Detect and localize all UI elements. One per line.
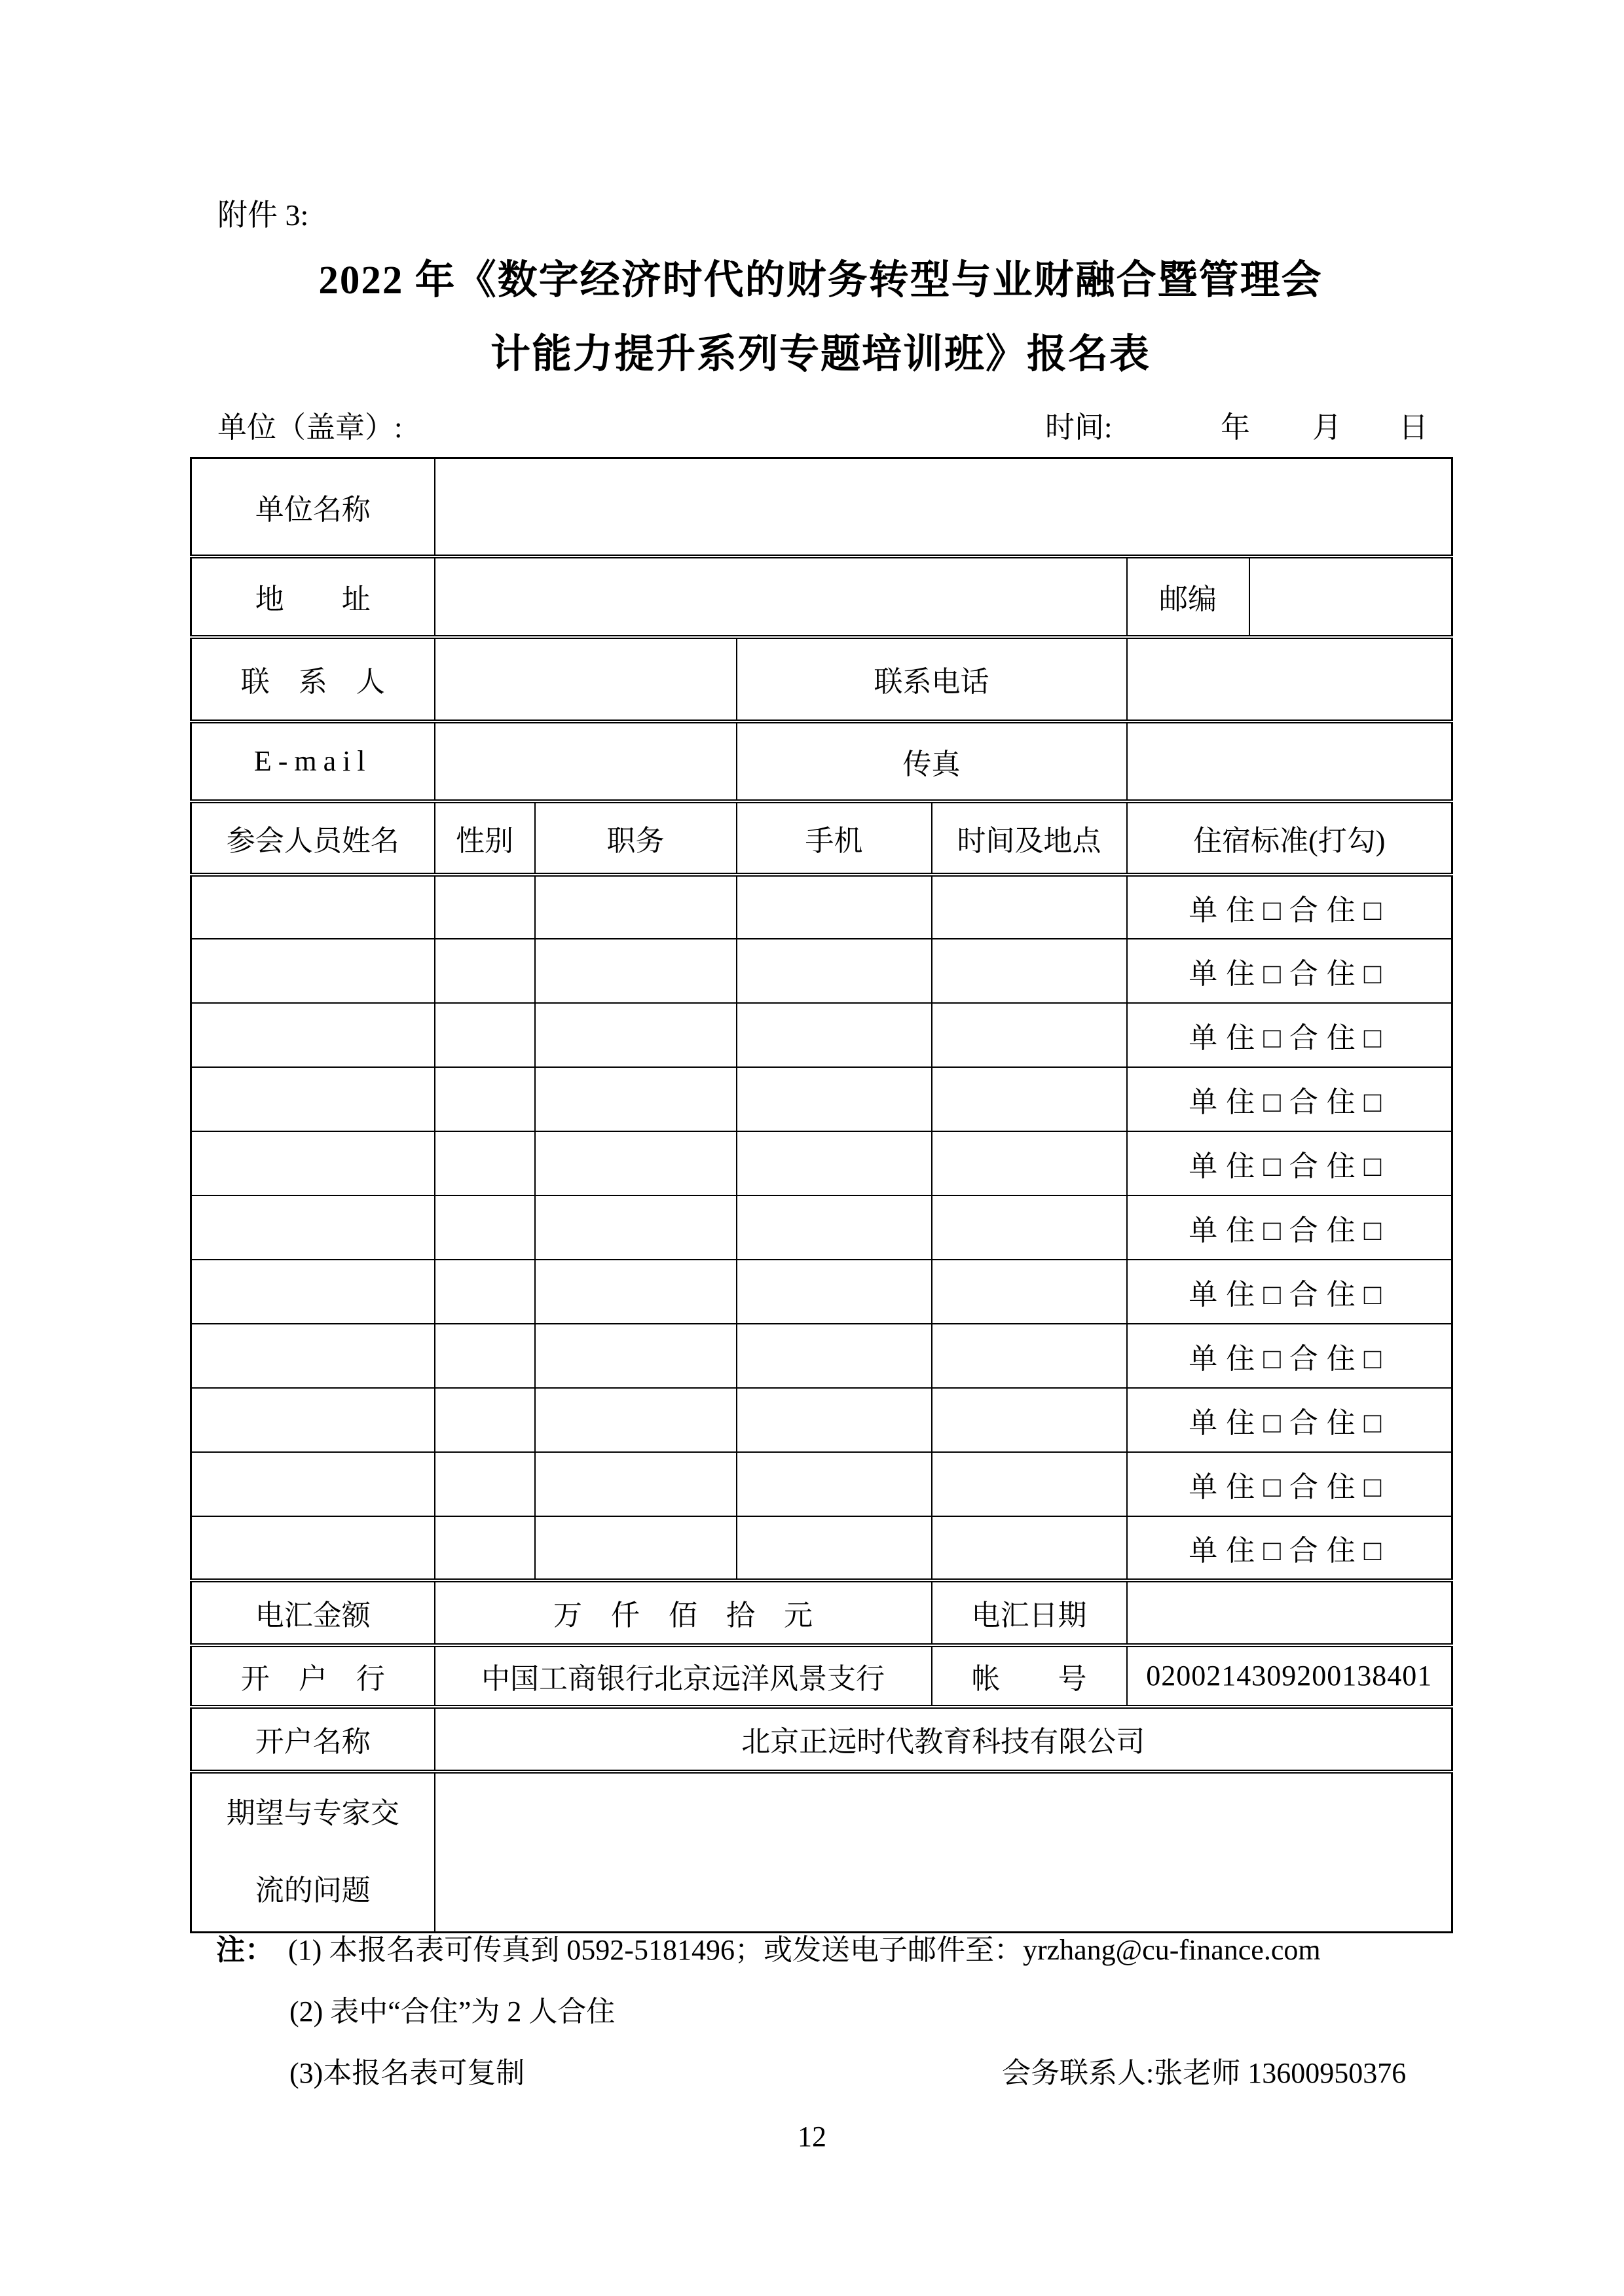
gender-cell bbox=[435, 1003, 535, 1067]
time-year-label: 年 bbox=[1221, 411, 1251, 444]
gender-cell bbox=[435, 1452, 535, 1516]
participant-row bbox=[191, 1195, 1452, 1260]
lodging-options: 单住□合住□ bbox=[1127, 1003, 1452, 1067]
gender-cell bbox=[435, 1260, 535, 1324]
footnotes bbox=[216, 1926, 1454, 2111]
position-cell bbox=[535, 875, 737, 939]
attachment-label: 附件 3: bbox=[217, 198, 309, 232]
time-place-cell bbox=[932, 1260, 1127, 1324]
lodging-options: 单住□合住□ bbox=[1127, 1388, 1452, 1452]
fax-input-cell bbox=[1127, 721, 1452, 801]
unit-name-input-cell bbox=[435, 458, 1452, 556]
form-title bbox=[190, 244, 1451, 392]
header-gender: 性别 bbox=[435, 801, 535, 875]
name-cell bbox=[191, 1388, 435, 1452]
lodging-options: 单住□合住□ bbox=[1127, 1195, 1452, 1260]
contact-label: 联 系 人 bbox=[191, 637, 435, 721]
expectation-label bbox=[191, 1772, 435, 1933]
time-day-label: 日 bbox=[1399, 411, 1429, 444]
gender-cell bbox=[435, 1324, 535, 1388]
participants-header-row bbox=[191, 801, 1452, 875]
name-cell bbox=[191, 1195, 435, 1260]
header-lodging: 住宿标准(打勾) bbox=[1127, 801, 1452, 875]
time-place-cell bbox=[932, 1324, 1127, 1388]
name-cell bbox=[191, 1324, 435, 1388]
position-cell bbox=[535, 939, 737, 1003]
email-label: E-mail bbox=[191, 721, 435, 801]
gender-cell bbox=[435, 1388, 535, 1452]
lodging-options: 单住□合住□ bbox=[1127, 1131, 1452, 1195]
participant-row bbox=[191, 875, 1452, 939]
mobile-cell bbox=[737, 1131, 932, 1195]
mobile-cell bbox=[737, 1324, 932, 1388]
participant-row bbox=[191, 1067, 1452, 1131]
time-place-cell bbox=[932, 1516, 1127, 1580]
footnote-1-text: (1) 本报名表可传真到 0592-5181496；或发送电子邮件至：yrzhang@cu-finance.com bbox=[288, 1934, 1321, 1966]
name-cell bbox=[191, 939, 435, 1003]
bank-value: 中国工商银行北京远洋风景支行 bbox=[435, 1645, 932, 1707]
time-place-cell bbox=[932, 1452, 1127, 1516]
expectation-label-line1: 期望与专家交 bbox=[226, 1797, 399, 1830]
participant-row bbox=[191, 1003, 1452, 1067]
footnote-2-text: (2) 表中“合住”为 2 人合住 bbox=[289, 1995, 616, 2028]
fax-label: 传真 bbox=[737, 721, 1127, 801]
wire-amount-row bbox=[191, 1580, 1452, 1645]
participant-row bbox=[191, 1131, 1452, 1195]
position-cell bbox=[535, 1195, 737, 1260]
account-value: 0200214309200138401 bbox=[1127, 1645, 1452, 1707]
lodging-options: 单住□合住□ bbox=[1127, 1324, 1452, 1388]
footnote-2 bbox=[216, 1988, 1454, 2030]
lodging-options: 单住□合住□ bbox=[1127, 875, 1452, 939]
time-place-cell bbox=[932, 875, 1127, 939]
time-place-cell bbox=[932, 939, 1127, 1003]
address-input-cell bbox=[435, 556, 1127, 637]
wire-date-label: 电汇日期 bbox=[932, 1580, 1127, 1645]
header-name: 参会人员姓名 bbox=[191, 801, 435, 875]
lodging-options: 单住□合住□ bbox=[1127, 1260, 1452, 1324]
account-label: 帐 号 bbox=[932, 1645, 1127, 1707]
lodging-options: 单住□合住□ bbox=[1127, 939, 1452, 1003]
page-number: 12 bbox=[798, 2121, 826, 2153]
gender-cell bbox=[435, 875, 535, 939]
footnote-prefix: 注： bbox=[216, 1934, 274, 1966]
gender-cell bbox=[435, 1516, 535, 1580]
position-cell bbox=[535, 1388, 737, 1452]
time-place-cell bbox=[932, 1131, 1127, 1195]
mobile-cell bbox=[737, 1067, 932, 1131]
time-place-cell bbox=[932, 1003, 1127, 1067]
header-time-place: 时间及地点 bbox=[932, 801, 1127, 875]
position-cell bbox=[535, 1452, 737, 1516]
time-place-cell bbox=[932, 1067, 1127, 1131]
header-mobile: 手机 bbox=[737, 801, 932, 875]
email-row bbox=[191, 721, 1452, 801]
footnote-3-text: (3)本报名表可复制 bbox=[289, 2057, 525, 2089]
name-cell bbox=[191, 1003, 435, 1067]
expectation-input-cell bbox=[435, 1772, 1452, 1933]
registration-table bbox=[190, 457, 1453, 1933]
participant-row bbox=[191, 1324, 1452, 1388]
position-cell bbox=[535, 1003, 737, 1067]
name-cell bbox=[191, 875, 435, 939]
address-label: 地 址 bbox=[191, 556, 435, 637]
account-name-row bbox=[191, 1707, 1452, 1772]
gender-cell bbox=[435, 939, 535, 1003]
time-place-cell bbox=[932, 1388, 1127, 1452]
postcode-label: 邮编 bbox=[1127, 556, 1249, 637]
time-place-cell bbox=[932, 1195, 1127, 1260]
position-cell bbox=[535, 1324, 737, 1388]
participant-row bbox=[191, 1452, 1452, 1516]
bank-row bbox=[191, 1645, 1452, 1707]
wire-amount-units: 万 仟 佰 拾 元 bbox=[435, 1580, 932, 1645]
participant-row bbox=[191, 1388, 1452, 1452]
time-label: 时间: bbox=[1045, 411, 1113, 444]
lodging-options: 单住□合住□ bbox=[1127, 1067, 1452, 1131]
position-cell bbox=[535, 1067, 737, 1131]
mobile-cell bbox=[737, 1195, 932, 1260]
phone-label: 联系电话 bbox=[737, 637, 1127, 721]
unit-seal-label: 单位（盖章）: bbox=[217, 411, 403, 444]
mobile-cell bbox=[737, 1388, 932, 1452]
account-name-label: 开户名称 bbox=[191, 1707, 435, 1772]
expectation-label-line2: 流的问题 bbox=[255, 1874, 371, 1907]
expectation-row bbox=[191, 1772, 1452, 1933]
name-cell bbox=[191, 1067, 435, 1131]
contact-row bbox=[191, 637, 1452, 721]
account-name-value: 北京正远时代教育科技有限公司 bbox=[435, 1707, 1452, 1772]
email-input-cell bbox=[435, 721, 737, 801]
unit-name-label: 单位名称 bbox=[191, 458, 435, 556]
name-cell bbox=[191, 1131, 435, 1195]
address-row bbox=[191, 556, 1452, 637]
position-cell bbox=[535, 1516, 737, 1580]
mobile-cell bbox=[737, 875, 932, 939]
gender-cell bbox=[435, 1067, 535, 1131]
mobile-cell bbox=[737, 1260, 932, 1324]
header-position: 职务 bbox=[535, 801, 737, 875]
postcode-input-cell bbox=[1249, 556, 1452, 637]
unit-name-row bbox=[191, 458, 1452, 556]
name-cell bbox=[191, 1260, 435, 1324]
participant-row bbox=[191, 1260, 1452, 1324]
subheader-row bbox=[0, 403, 1624, 443]
wire-amount-label: 电汇金额 bbox=[191, 1580, 435, 1645]
time-month-label: 月 bbox=[1312, 411, 1342, 444]
phone-input-cell bbox=[1127, 637, 1452, 721]
name-cell bbox=[191, 1452, 435, 1516]
conference-contact: 会务联系人:张老师 13600950376 bbox=[1002, 2057, 1407, 2089]
footnote-3 bbox=[216, 2049, 1454, 2091]
gender-cell bbox=[435, 1195, 535, 1260]
contact-input-cell bbox=[435, 637, 737, 721]
mobile-cell bbox=[737, 1452, 932, 1516]
form-title-line2: 计能力提升系列专题培训班》报名表 bbox=[490, 333, 1151, 376]
form-title-line1: 2022 年《数字经济时代的财务转型与业财融合暨管理会 bbox=[318, 259, 1323, 302]
participant-row bbox=[191, 1516, 1452, 1580]
mobile-cell bbox=[737, 1003, 932, 1067]
participant-row bbox=[191, 939, 1452, 1003]
mobile-cell bbox=[737, 1516, 932, 1580]
gender-cell bbox=[435, 1131, 535, 1195]
name-cell bbox=[191, 1516, 435, 1580]
position-cell bbox=[535, 1260, 737, 1324]
lodging-options: 单住□合住□ bbox=[1127, 1452, 1452, 1516]
bank-label: 开 户 行 bbox=[191, 1645, 435, 1707]
lodging-options: 单住□合住□ bbox=[1127, 1516, 1452, 1580]
wire-date-input-cell bbox=[1127, 1580, 1452, 1645]
footnote-1 bbox=[216, 1926, 1454, 1968]
position-cell bbox=[535, 1131, 737, 1195]
mobile-cell bbox=[737, 939, 932, 1003]
